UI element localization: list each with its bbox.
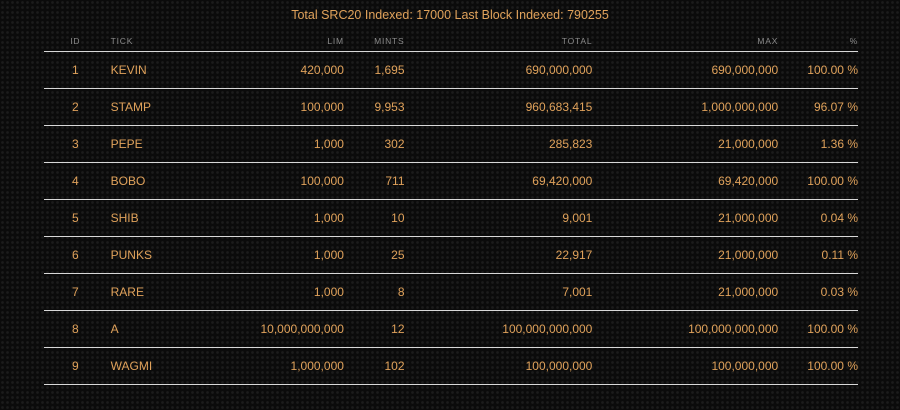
cell-max: 100,000,000 — [592, 348, 778, 385]
cell-percent: 1.36 % — [778, 126, 858, 163]
cell-max: 21,000,000 — [592, 274, 778, 311]
table-row[interactable] — [44, 237, 858, 274]
cell-percent: 100.00 % — [778, 52, 858, 89]
src20-token-table — [44, 30, 858, 385]
cell-total: 100,000,000 — [405, 348, 593, 385]
cell-max: 69,420,000 — [592, 163, 778, 200]
column-header-mints[interactable]: MINTS — [344, 30, 405, 52]
cell-id: 3 — [44, 126, 107, 163]
column-header-lim[interactable]: LIM — [218, 30, 344, 52]
cell-percent: 0.11 % — [778, 237, 858, 274]
cell-total: 285,823 — [405, 126, 593, 163]
column-header-id[interactable]: ID — [44, 30, 107, 52]
cell-lim: 1,000 — [218, 274, 344, 311]
table-row[interactable] — [44, 163, 858, 200]
cell-tick: BOBO — [107, 163, 218, 200]
cell-tick: WAGMI — [107, 348, 218, 385]
cell-id: 7 — [44, 274, 107, 311]
cell-tick: KEVIN — [107, 52, 218, 89]
cell-tick: SHIB — [107, 200, 218, 237]
table-row[interactable] — [44, 89, 858, 126]
cell-mints: 1,695 — [344, 52, 405, 89]
cell-lim: 1,000,000 — [218, 348, 344, 385]
cell-id: 9 — [44, 348, 107, 385]
cell-percent: 96.07 % — [778, 89, 858, 126]
cell-tick: RARE — [107, 274, 218, 311]
cell-tick: PEPE — [107, 126, 218, 163]
table-row[interactable] — [44, 200, 858, 237]
cell-max: 21,000,000 — [592, 237, 778, 274]
table-row[interactable] — [44, 311, 858, 348]
column-header-tick[interactable]: TICK — [107, 30, 218, 52]
table-row[interactable] — [44, 126, 858, 163]
cell-max: 21,000,000 — [592, 126, 778, 163]
cell-id: 4 — [44, 163, 107, 200]
cell-mints: 10 — [344, 200, 405, 237]
table-header-row — [44, 30, 858, 52]
cell-mints: 102 — [344, 348, 405, 385]
cell-percent: 0.03 % — [778, 274, 858, 311]
cell-lim: 1,000 — [218, 200, 344, 237]
cell-lim: 1,000 — [218, 126, 344, 163]
cell-max: 690,000,000 — [592, 52, 778, 89]
cell-id: 2 — [44, 89, 107, 126]
cell-id: 8 — [44, 311, 107, 348]
cell-mints: 711 — [344, 163, 405, 200]
cell-lim: 100,000 — [218, 163, 344, 200]
cell-total: 690,000,000 — [405, 52, 593, 89]
cell-tick: PUNKS — [107, 237, 218, 274]
cell-total: 960,683,415 — [405, 89, 593, 126]
column-header-total[interactable]: TOTAL — [405, 30, 593, 52]
cell-total: 9,001 — [405, 200, 593, 237]
cell-mints: 12 — [344, 311, 405, 348]
cell-max: 100,000,000,000 — [592, 311, 778, 348]
table-row[interactable] — [44, 348, 858, 385]
cell-mints: 302 — [344, 126, 405, 163]
cell-max: 21,000,000 — [592, 200, 778, 237]
table-row[interactable] — [44, 52, 858, 89]
cell-total: 69,420,000 — [405, 163, 593, 200]
cell-id: 6 — [44, 237, 107, 274]
cell-lim: 10,000,000,000 — [218, 311, 344, 348]
cell-max: 1,000,000,000 — [592, 89, 778, 126]
cell-percent: 100.00 % — [778, 348, 858, 385]
cell-percent: 100.00 % — [778, 311, 858, 348]
cell-lim: 100,000 — [218, 89, 344, 126]
cell-tick: STAMP — [107, 89, 218, 126]
cell-total: 7,001 — [405, 274, 593, 311]
index-summary: Total SRC20 Indexed: 17000 Last Block Indexed: 790255 — [291, 8, 609, 22]
column-header-max[interactable]: MAX — [592, 30, 778, 52]
cell-percent: 100.00 % — [778, 163, 858, 200]
table-row[interactable] — [44, 274, 858, 311]
cell-total: 100,000,000,000 — [405, 311, 593, 348]
cell-mints: 25 — [344, 237, 405, 274]
column-header-percent[interactable]: % — [778, 30, 858, 52]
cell-id: 1 — [44, 52, 107, 89]
cell-mints: 8 — [344, 274, 405, 311]
cell-lim: 1,000 — [218, 237, 344, 274]
cell-total: 22,917 — [405, 237, 593, 274]
cell-id: 5 — [44, 200, 107, 237]
cell-lim: 420,000 — [218, 52, 344, 89]
cell-percent: 0.04 % — [778, 200, 858, 237]
cell-tick: A — [107, 311, 218, 348]
cell-mints: 9,953 — [344, 89, 405, 126]
